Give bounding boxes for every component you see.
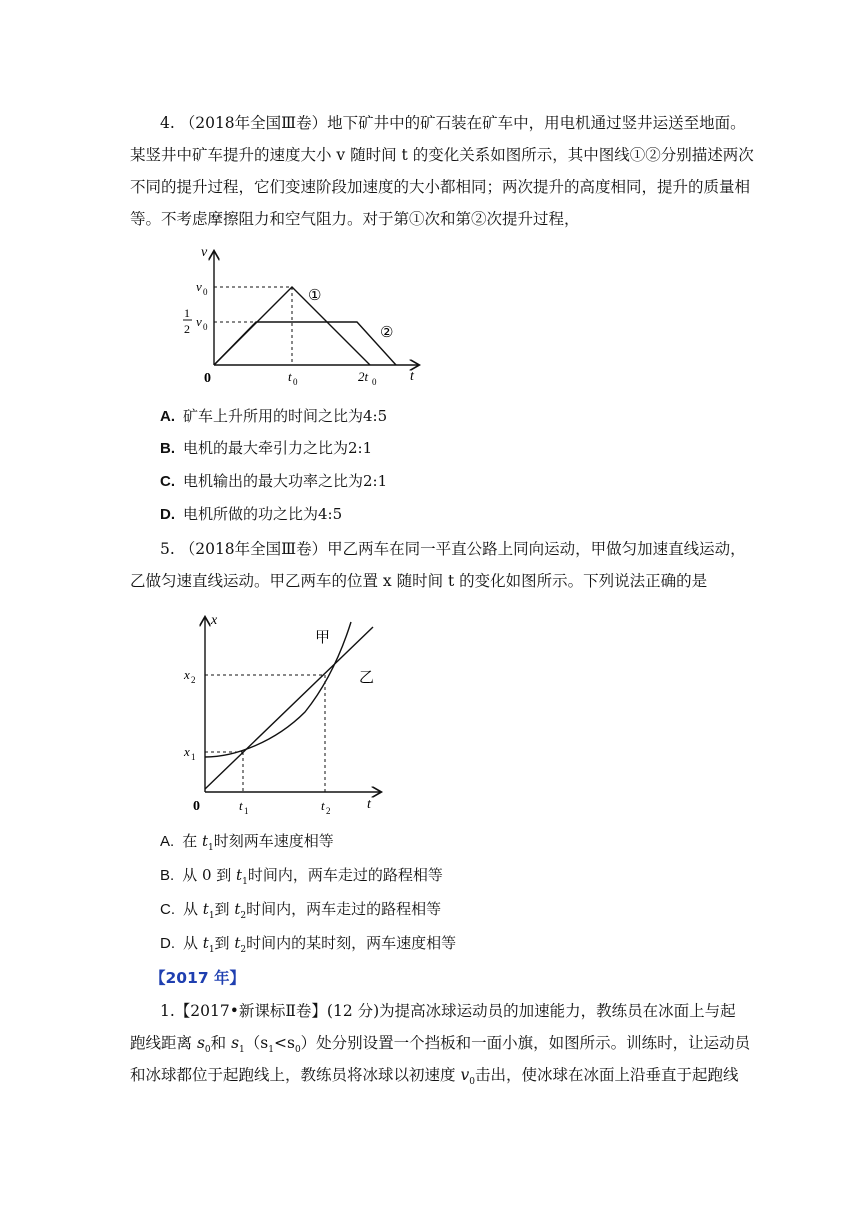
- q4-option-d[interactable]: D. 电机所做的功之比为4:5: [160, 505, 343, 523]
- q4-line-3: 不同的提升过程，它们变速阶段加速度的大小都相同；两次提升的高度相同，提升的质量相: [130, 178, 751, 196]
- svg-text:0: 0: [372, 377, 377, 387]
- svg-text:1: 1: [191, 752, 196, 762]
- q4-option-a[interactable]: A. 矿车上升所用的时间之比为4:5: [160, 407, 388, 425]
- svg-text:1: 1: [244, 806, 249, 816]
- q1-2017-line-1: 1.【2017•新课标Ⅱ卷】(12 分)为提高冰球运动员的加速能力，教练员在冰面上与起: [160, 1002, 736, 1020]
- curve-1-label: ①: [308, 288, 322, 304]
- q4-option-b[interactable]: B. 电机的最大牵引力之比为2:1: [160, 439, 373, 457]
- 2t0-tick: 2t: [358, 369, 369, 384]
- origin-label-2: 0: [193, 799, 200, 814]
- svg-text:0: 0: [203, 322, 208, 332]
- v-axis-label: v: [201, 245, 208, 260]
- q4-line-4: 等。不考虑摩擦阻力和空气阻力。对于第①次和第②次提升过程，: [130, 210, 580, 228]
- position-time-graph: [175, 612, 385, 822]
- t0-tick: t: [288, 369, 292, 384]
- velocity-time-graph: [180, 240, 425, 390]
- t-axis-label-2: t: [367, 797, 371, 812]
- q5-option-d[interactable]: D. 从 $t_1$到 $t_2$时间内的某时刻，两车速度相等: [160, 934, 457, 955]
- t-axis-label: t: [410, 369, 414, 384]
- q1-2017-line-2: 跑线距离 $s_0$和 $s_1(s_1<s_0)$处分别设置一个挡板和一面小旗，如图所示。训练时，让运动员: [130, 1034, 751, 1056]
- q4-option-c[interactable]: C. 电机输出的最大功率之比为2:1: [160, 472, 388, 490]
- t2-tick: t: [321, 798, 325, 813]
- svg-text:0: 0: [293, 377, 298, 387]
- origin-label: 0: [204, 371, 211, 386]
- half-num: 1: [184, 306, 190, 320]
- q5-option-a[interactable]: A. 在 $t_1$时刻两车速度相等: [160, 832, 334, 853]
- half-den: 2: [184, 322, 190, 336]
- q5-line-1: 5. （2018年全国Ⅲ卷）甲乙两车在同一平直公路上同向运动，甲做匀加速直线运动，: [160, 540, 746, 558]
- q1-2017-line-3: 和冰球都位于起跑线上，教练员将冰球以初速度 $v_0$击出，使冰球在冰面上沿垂直于起跑线: [130, 1066, 739, 1088]
- section-heading-2017: 【2017 年】: [150, 969, 246, 987]
- svg-text:2: 2: [191, 675, 196, 685]
- q5-line-2: 乙做匀速直线运动。甲乙两车的位置 x 随时间 t 的变化如图所示。下列说法正确的是: [130, 572, 708, 590]
- q4-line-1: 4. （2018年全国Ⅲ卷）地下矿井中的矿石装在矿车中，用电机通过竖井运送至地面。: [160, 114, 746, 132]
- svg-text:0: 0: [203, 287, 208, 297]
- q5-option-c[interactable]: C. 从 $t_1$到 $t_2$时间内，两车走过的路程相等: [160, 900, 442, 921]
- x2-tick: x: [184, 667, 190, 682]
- q4-line-2: 某竖井中矿车提升的速度大小 v 随时间 t 的变化关系如图所示，其中图线①②分别描述两次: [130, 146, 754, 164]
- curve-2: [214, 322, 396, 365]
- yi-label: 乙: [359, 670, 375, 686]
- x1-tick: x: [184, 744, 190, 759]
- t1-tick: t: [239, 798, 243, 813]
- v0-tick: v: [196, 279, 202, 294]
- x-axis-label: x: [211, 613, 218, 628]
- curve-2-label: ②: [380, 325, 394, 341]
- q5-option-b[interactable]: B. 从 0 到 $t_1$时间内，两车走过的路程相等: [160, 866, 443, 887]
- half-v0-tick: v: [196, 314, 202, 329]
- svg-text:2: 2: [326, 806, 331, 816]
- yi-line: [205, 627, 373, 789]
- jia-label: 甲: [315, 630, 331, 646]
